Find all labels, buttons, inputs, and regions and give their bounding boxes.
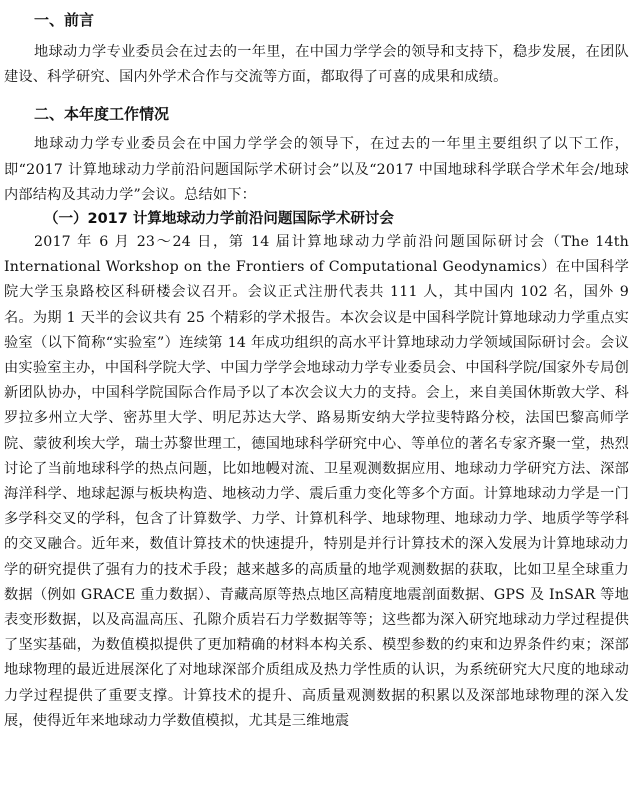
work-paragraph: 地球动力学专业委员会在中国力学学会的领导下，在过去的一年里主要组织了以下工作，即“2017 计算地球动力学前沿问题国际学术研讨会”以及“2017 中国地球科学联合学术年会/地球内部结构及其动力学”会议。总结如下： bbox=[4, 136, 629, 203]
workshop-paragraph: 2017 年 6 月 23～24 日，第 14 届计算地球动力学前沿问题国际研讨会（The 14th International Workshop on the Frontiers of Computational Geodynamics）在中国科学院大学玉泉路校区科研楼会议召开。会议正式注册代表共 111 人，其中国内 102 名，国外 9 名。为期 1 天半的会议共有 25 个精彩的学术报告。本次会议是中国科学院计算地球动力学重点实验室（以下简称“实验室”）连续第 14 年成功组织的高水平计算地球动力学领域国际研讨会。会议由实验室主办，中国科学院大学、中国力学学会地球动力学专业委员会、中国科学院/国家外专局创新团队协办，中国科学院国际合作局予以了本次会议大力的支持。会上，来自美国休斯敦大学、科罗拉多州立大学、密苏里大学、明尼苏达大学、路易斯安纳大学拉斐特路分校，法国巴黎高师学院、蒙彼利埃大学，瑞士苏黎世理工，德国地球科学研究中心、等单位的著名专家齐聚一堂，热烈讨论了当前地球科学的热点问题，比如地幔对流、卫星观测数据应用、地球动力学研究方法、深部海洋科学、地球起源与板块构造、地核动力学、震后重力变化等多个方面。计算地球动力学是一门多学科交叉的学科，包含了计算数学、力学、计算机科学、地球物理、地球动力学、地质学等学科的交叉融合。近年来，数值计算技术的快速提升，特别是并行计算技术的深入发展为计算地球动力学的研究提供了强有力的技术手段；越来越多的高质量的地学观测数据的获取，比如卫星全球重力数据（例如 GRACE 重力数据）、青藏高原等热点地区高精度地震剖面数据、GPS 及 InSAR 等地表变形数据，以及高温高压、孔隙介质岩石力学数据等等；这些都为深入研究地球动力学过程提供了坚实基础，为数值模拟提供了更加精确的材料本构关系、模型参数的约束和边界条件约束；深部地球物理的最近进展深化了对地球深部介质组成及热力学性质的认识，为系统研究大尺度的地球动力学过程提供了重要支撑。计算技术的提升、高质量观测数据的积累以及深部地球物理的深入发展，使得近年来地球动力学数值模拟，尤其是三维地震 bbox=[4, 234, 629, 729]
intro-paragraph: 地球动力学专业委员会在过去的一年里，在中国力学学会的领导和支持下，稳步发展，在团队建设、科学研究、国内外学术合作与交流等方面，都取得了可喜的成果和成绩。 bbox=[4, 44, 629, 86]
subsection-heading-workshop: （一）2017 计算地球动力学前沿问题国际学术研讨会 bbox=[44, 211, 394, 228]
section-heading-work: 二、本年度工作情况 bbox=[34, 105, 170, 124]
section-heading-intro: 一、前言 bbox=[34, 11, 95, 29]
